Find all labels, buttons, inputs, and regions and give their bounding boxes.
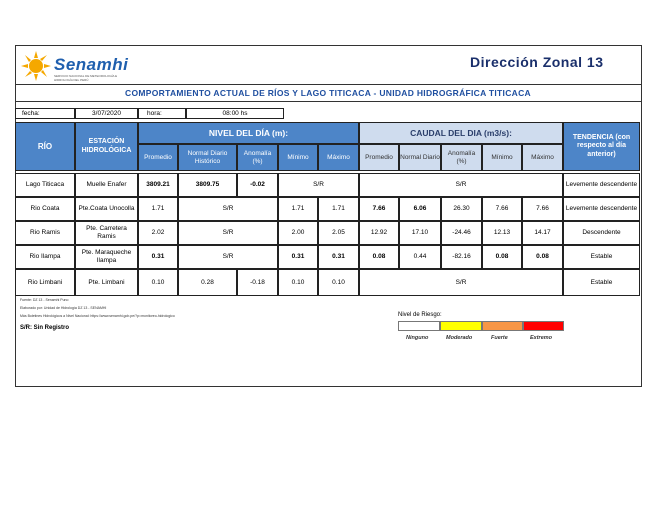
direccion-zonal-title: Dirección Zonal 13 — [470, 54, 604, 70]
table-row-nivel-minmax: S/R — [278, 173, 359, 197]
logo-subtitle: SERVICIO NACIONAL DE METEOROLOGÍA E HIDROLOGÍA DEL PERÚ — [54, 74, 118, 82]
table-row-caudal-promedio: 0.08 — [359, 245, 399, 269]
table-row-tendencia: Descendente — [563, 221, 640, 245]
nivel-sub-normal: Normal Diario Histórico — [178, 144, 237, 171]
table-row-nivel-anomalia: -0.02 — [237, 173, 278, 197]
note-elaborado: Elaborado por: Unidad de Hidrología DZ 13 - SENAMHI — [20, 306, 107, 310]
table-row-estacion: Pte. Limbani — [75, 269, 138, 296]
logo-text: Senamhi — [54, 55, 129, 74]
fecha-value: 3/07/2020 — [75, 108, 138, 119]
table-row-nivel-maximo: 0.10 — [318, 269, 359, 296]
report-title: COMPORTAMIENTO ACTUAL DE RÍOS Y LAGO TITICACA - UNIDAD HIDROGRÁFICA TITICACA — [125, 88, 531, 98]
risk-label-extremo: Extremo — [530, 335, 553, 341]
table-row-caudal-minimo: 12.13 — [482, 221, 522, 245]
sin-registro-note: S/R: Sin Registro — [20, 325, 70, 331]
table-row-caudal-promedio: 7.66 — [359, 197, 399, 221]
table-row-caudal-normal: 17.10 — [399, 221, 441, 245]
table-row-nivel-minimo: 0.10 — [278, 269, 318, 296]
table-row-nivel-normal: 0.28 — [178, 269, 237, 296]
table-row-rio: Rio Coata — [15, 197, 75, 221]
note-fuente: Fuente: DZ 13 - Senamhi Puno — [20, 298, 69, 302]
caudal-sub-promedio: Promedio — [359, 144, 399, 171]
table-row-nivel-minimo: 2.00 — [278, 221, 318, 245]
table-row-nivel-promedio: 2.02 — [138, 221, 178, 245]
table-row-tendencia: Estable — [563, 269, 640, 296]
table-row-nivel-minimo: 1.71 — [278, 197, 318, 221]
table-row-tendencia: Levemente descendente — [563, 173, 640, 197]
table-row-estacion: Pte. Maraqueche Ilampa — [75, 245, 138, 269]
table-row-rio: Lago Titicaca — [15, 173, 75, 197]
col-nivel-header: NIVEL DEL DÍA (m): — [138, 122, 359, 144]
senamhi-logo — [20, 50, 130, 82]
nivel-sub-maximo: Máximo — [318, 144, 359, 171]
sun-icon — [20, 50, 54, 82]
fecha-label: fecha: — [15, 108, 75, 119]
table-row-rio: Rio Ilampa — [15, 245, 75, 269]
risk-swatch-extremo — [523, 321, 564, 331]
table-row-nivel-normal-anomalia: S/R — [178, 197, 278, 221]
table-row-nivel-promedio: 3809.21 — [138, 173, 178, 197]
table-row-nivel-promedio: 0.31 — [138, 245, 178, 269]
risk-swatch-ninguno — [398, 321, 440, 331]
table-row-nivel-maximo: 1.71 — [318, 197, 359, 221]
table-row-nivel-normal-anomalia: S/R — [178, 245, 278, 269]
caudal-sub-anomalia: Anomalía (%) — [441, 144, 482, 171]
col-tendencia-header: TENDENCIA (con respecto al día anterior) — [563, 122, 640, 171]
table-row-nivel-minimo: 0.31 — [278, 245, 318, 269]
note-boletines: Más Boletines Hidrológicos a Nivel Nacional: https://www.senamhi.gob.pe/?p=monitoreo-hidrologico — [20, 314, 175, 318]
table-row-caudal-normal: 0.44 — [399, 245, 441, 269]
table-row-estacion: Pte. Carretera Ramis — [75, 221, 138, 245]
table-row-estacion: Muelle Enafer — [75, 173, 138, 197]
table-row-nivel-maximo: 2.05 — [318, 221, 359, 245]
risk-label-ninguno: Ninguno — [406, 335, 429, 341]
risk-swatch-moderado — [440, 321, 482, 331]
hora-label: hora: — [138, 108, 186, 119]
risk-label-fuerte: Fuerte — [491, 335, 508, 341]
table-row-tendencia: Levemente descendente — [563, 197, 640, 221]
risk-legend-label: Nivel de Riesgo: — [398, 312, 442, 318]
hora-value: 08:00 hs — [186, 108, 284, 119]
table-row-caudal-maximo: 7.66 — [522, 197, 563, 221]
caudal-sub-minimo: Mínimo — [482, 144, 522, 171]
table-row-tendencia: Estable — [563, 245, 640, 269]
table-row-caudal-maximo: 14.17 — [522, 221, 563, 245]
col-estacion-header: ESTACIÓN HIDROLÓGICA — [75, 122, 138, 171]
table-row-nivel-maximo: 0.31 — [318, 245, 359, 269]
risk-label-moderado: Moderado — [446, 335, 473, 341]
table-row-caudal-anomalia: 26.30 — [441, 197, 482, 221]
table-row-nivel-normal-anomalia: S/R — [178, 221, 278, 245]
table-row-rio: Rio Ramis — [15, 221, 75, 245]
table-row-caudal: S/R — [359, 269, 563, 296]
divider — [15, 84, 641, 85]
table-row-rio: Rio Limbani — [15, 269, 75, 296]
risk-swatch-fuerte — [482, 321, 523, 331]
col-rio-header: RÍO — [15, 122, 75, 171]
nivel-sub-promedio: Promedio — [138, 144, 178, 171]
caudal-sub-normal: Normal Diario — [399, 144, 441, 171]
table-row-nivel-anomalia: -0.18 — [237, 269, 278, 296]
table-row-caudal-anomalia: -82.16 — [441, 245, 482, 269]
table-row-caudal-normal: 6.06 — [399, 197, 441, 221]
table-row-caudal-minimo: 0.08 — [482, 245, 522, 269]
caudal-sub-maximo: Máximo — [522, 144, 563, 171]
table-row-estacion: Pte.Coata Unocolla — [75, 197, 138, 221]
table-row-caudal-promedio: 12.92 — [359, 221, 399, 245]
divider — [15, 101, 641, 102]
table-row-nivel-normal: 3809.75 — [178, 173, 237, 197]
nivel-sub-minimo: Mínimo — [278, 144, 318, 171]
table-row-caudal: S/R — [359, 173, 563, 197]
col-caudal-header: CAUDAL DEL DIA (m3/s): — [359, 122, 563, 144]
table-row-caudal-anomalia: -24.46 — [441, 221, 482, 245]
table-row-nivel-promedio: 0.10 — [138, 269, 178, 296]
table-row-caudal-maximo: 0.08 — [522, 245, 563, 269]
table-row-nivel-promedio: 1.71 — [138, 197, 178, 221]
nivel-sub-anomalia: Anomalía (%) — [237, 144, 278, 171]
table-row-caudal-minimo: 7.66 — [482, 197, 522, 221]
